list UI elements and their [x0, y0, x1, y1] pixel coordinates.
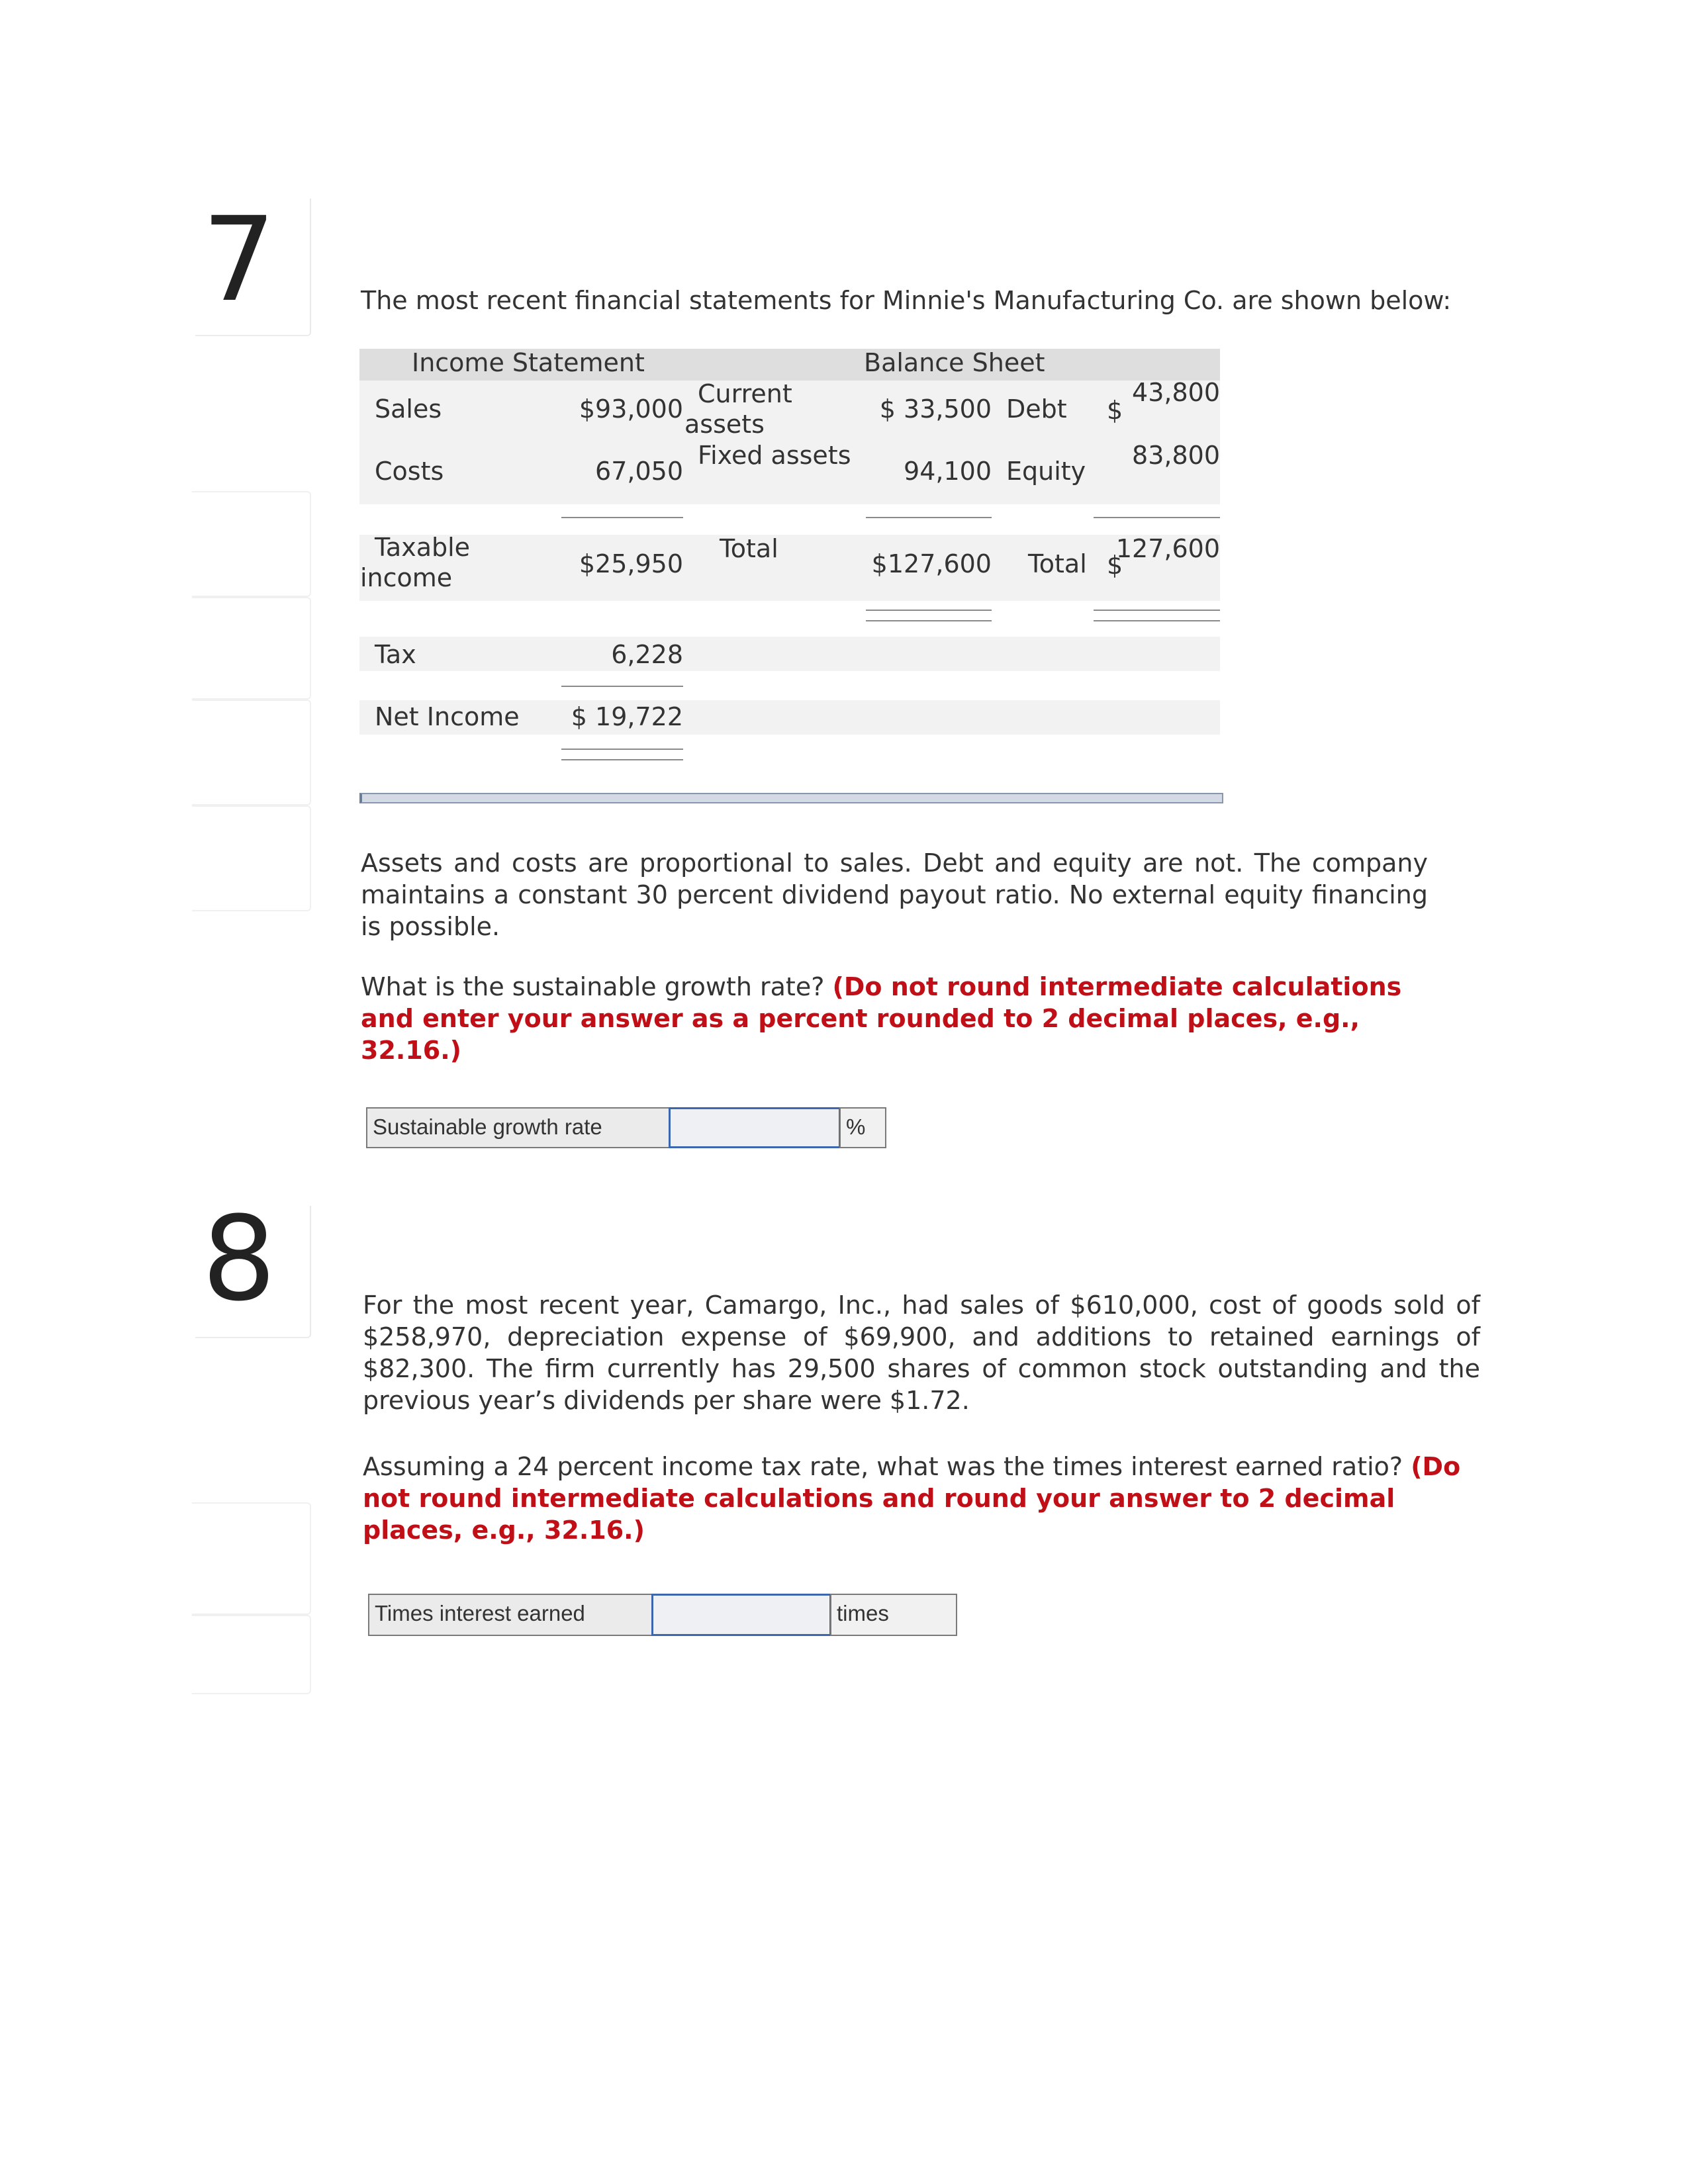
total-liabilities-equity-double-underline: [1094, 610, 1220, 621]
question-8-paragraph: For the most recent year, Camargo, Inc., had sales of $610,000, cost of goods sold of $258,970, depreciation expense of $69,900, and additions to retained earnings of $82,300. The firm currently has 29,500 shares of common stock outstanding and the previous year’s dividends per share were $1.72.: [363, 1291, 1480, 1415]
fixed-assets-value: 94,100: [904, 457, 992, 486]
times-interest-earned-input[interactable]: [651, 1594, 831, 1636]
equity-label: Equity: [1006, 457, 1086, 486]
sales-value: $93,000: [579, 394, 683, 424]
current-assets-value: $ 33,500: [879, 394, 992, 424]
costs-underline: [561, 517, 683, 518]
sidebar-box: [192, 1615, 311, 1694]
question-8-number: 8: [202, 1191, 276, 1327]
question-7-paragraph: Assets and costs are proportional to sales. Debt and equity are not. The company maintains a constant 30 percent dividend payout ratio. No external equity financing is possible.: [361, 848, 1428, 941]
net-income-label: Net Income: [375, 702, 520, 731]
tax-label: Tax: [375, 640, 416, 669]
sustainable-growth-rate-label: Sustainable growth rate: [366, 1107, 670, 1148]
debt-value: 43,800: [1132, 378, 1220, 407]
total-liabilities-equity-label: Total: [1028, 549, 1087, 578]
table-row-band: [359, 637, 1220, 671]
sustainable-growth-rate-input[interactable]: [669, 1107, 841, 1148]
times-unit: times: [830, 1594, 957, 1636]
debt-label: Debt: [1006, 394, 1067, 424]
table-row-band: [359, 535, 1220, 601]
total-liabilities-equity-dollar-sign: $: [1107, 551, 1123, 580]
taxable-income-label: Taxable income: [360, 533, 471, 592]
equity-value: 83,800: [1132, 441, 1220, 470]
tax-underline: [561, 686, 683, 687]
question-8-prompt: [363, 1451, 1480, 1546]
taxable-income-value: $25,950: [579, 549, 683, 578]
balance-sheet-title: Balance Sheet: [864, 348, 1045, 377]
table-scrollbar[interactable]: [359, 793, 1223, 803]
fixed-assets-underline: [866, 517, 992, 518]
question-7-prompt: [361, 971, 1428, 1066]
net-income-double-underline: [561, 749, 683, 760]
costs-value: 67,050: [595, 457, 683, 486]
question-7-instruction: (Do not round intermediate calculations and enter your answer as a percent rounded to 2 decimal places, e.g., 32.16.): [361, 972, 1402, 1065]
question-7-intro: The most recent financial statements for Minnie's Manufacturing Co. are shown below:: [361, 286, 1452, 315]
costs-label: Costs: [375, 457, 444, 486]
question-8-instruction: (Do not round intermediate calculations and round your answer to 2 decimal places, e.g., 32.16.): [363, 1452, 1461, 1545]
total-assets-label: Total: [720, 534, 778, 563]
sidebar-box: [192, 700, 311, 805]
debt-dollar-sign: $: [1107, 396, 1123, 425]
current-assets-label: Current assets: [684, 379, 792, 439]
sidebar-box: [192, 805, 311, 911]
percent-unit: %: [839, 1107, 886, 1148]
equity-underline: [1094, 517, 1220, 518]
question-7-question: What is the sustainable growth rate?: [361, 972, 825, 1001]
fixed-assets-label: Fixed assets: [698, 441, 851, 470]
tax-value: 6,228: [611, 640, 683, 669]
sidebar-box: [192, 1502, 311, 1615]
total-assets-value: $127,600: [871, 549, 992, 578]
sidebar-box: [192, 597, 311, 700]
income-statement-title: Income Statement: [412, 348, 645, 377]
total-liabilities-equity-value: 127,600: [1115, 534, 1220, 563]
sales-label: Sales: [375, 394, 442, 424]
net-income-value: $ 19,722: [571, 702, 683, 731]
sidebar-box: [192, 491, 311, 597]
question-8-question: Assuming a 24 percent income tax rate, what was the times interest earned ratio?: [363, 1452, 1403, 1481]
question-7-number: 7: [202, 192, 276, 328]
times-interest-earned-label: Times interest earned: [368, 1594, 653, 1636]
total-assets-double-underline: [866, 610, 992, 621]
